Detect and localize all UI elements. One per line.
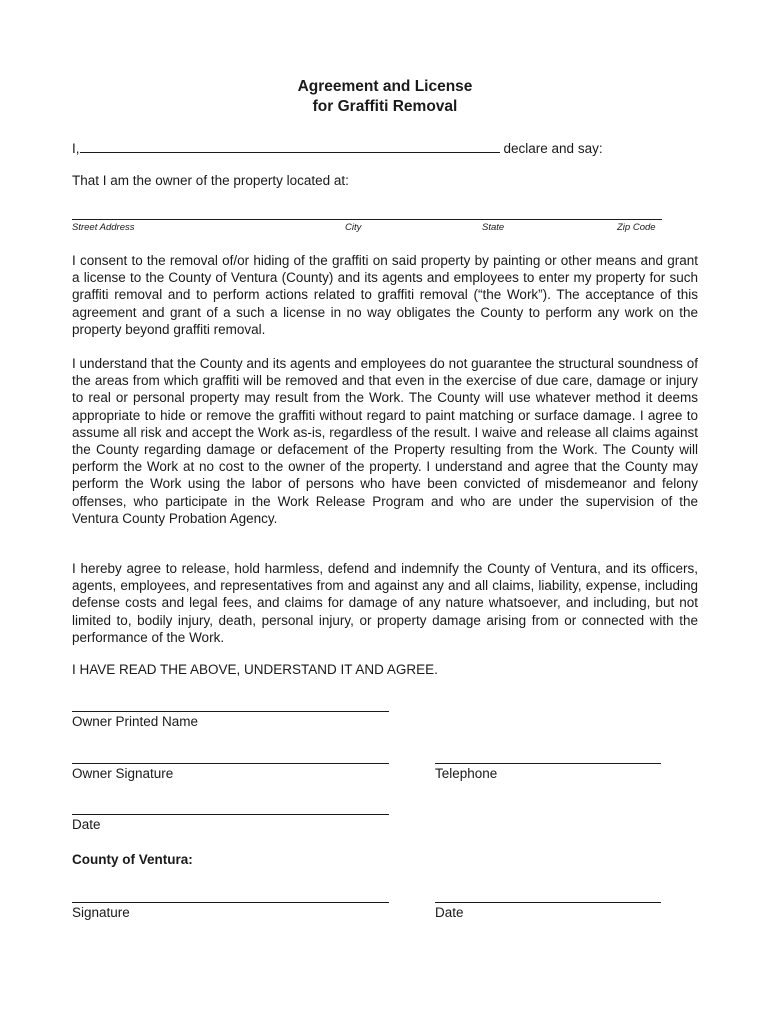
declaration-line [72,140,603,156]
telephone-label: Telephone [435,766,498,781]
acknowledgement-statement: I HAVE READ THE ABOVE, UNDERSTAND IT AND AGREE. [72,662,438,677]
indemnity-paragraph: I hereby agree to release, hold harmless, defend and indemnify the County of Ventura, and its officers, agents, employees, and representatives from and against any and all claims, liability, expense, including defense costs and legal fees, and claims for damage of any nature whatsoever, and including, but not limited to, bodily injury, death, personal injury, or property damage arising from or connected with the performance of the Work. [72,561,698,645]
county-heading: County of Ventura: [72,852,193,867]
document-title-line1: Agreement and License [297,78,473,95]
state-label: State [482,222,505,233]
county-signature-label: Signature [72,905,130,920]
owner-signature-label: Owner Signature [72,766,174,781]
owner-date-line[interactable] [72,814,389,815]
owner-signature-line[interactable] [72,763,389,764]
owner-statement: That I am the owner of the property located at: [72,173,349,188]
document-title-line2: for Graffiti Removal [312,98,458,115]
county-date-label: Date [435,905,464,920]
owner-printed-name-line[interactable] [72,711,389,712]
declare-suffix: declare and say: [503,141,603,156]
consent-paragraph: I consent to the removal of/or hiding of the graffiti on said property by painting or other means and grant a license to the County of Ventura (County) and its agents and employees to enter my property for such graffiti removal and to perform actions related to graffiti removal (“the Work”). The acceptance of this agreement and grant of a such a license in no way obligates the County to perform any work on the property beyond graffiti removal. [72,253,698,337]
county-signature-line[interactable] [72,902,389,903]
address-blank-line[interactable] [72,219,662,220]
zip-code-label: Zip Code [617,222,656,233]
telephone-line[interactable] [435,763,661,764]
owner-printed-name-label: Owner Printed Name [72,714,199,729]
declarant-name-blank[interactable] [80,140,500,153]
county-date-line[interactable] [435,902,661,903]
street-address-label: Street Address [72,222,135,233]
owner-date-label: Date [72,817,101,832]
city-label: City [345,222,362,233]
understanding-paragraph: I understand that the County and its agents and employees do not guarantee the structural soundness of the areas from which graffiti will be removed and that even in the exercise of due care, damage or injury to real or personal property may result from the Work. The County will use whatever method it deems appropriate to hide or remove the graffiti without regard to paint matching or surface damage. I agree to assume all risk and accept the Work as-is, regardless of the result. I waive and release all claims against the County regarding damage or defacement of the Property resulting from the Work. The County will perform the Work at no cost to the owner of the property. I understand and agree that the County may perform the Work using the labor of persons who have been convicted of misdemeanor and felony offenses, who participate in the Work Release Program and who are under the supervision of the Ventura County Probation Agency. [72,356,698,526]
declare-prefix: I, [72,141,80,156]
